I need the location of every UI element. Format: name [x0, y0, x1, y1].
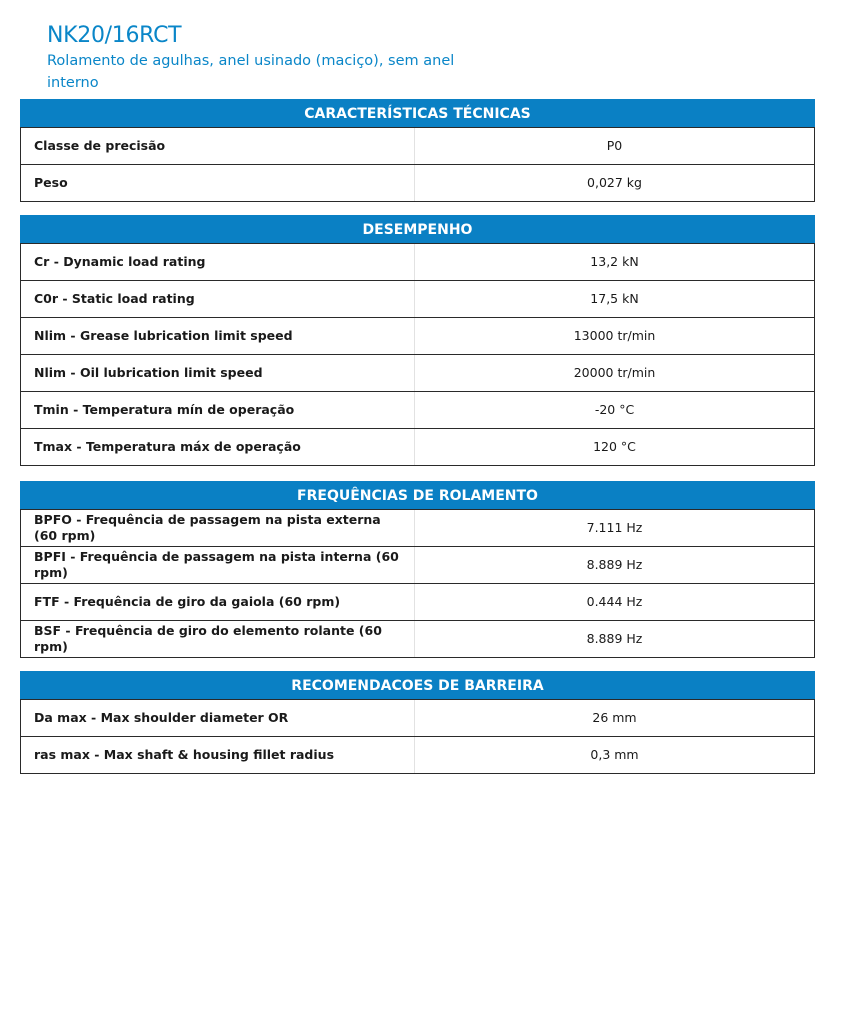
- row-label: Da max - Max shoulder diameter OR: [21, 700, 415, 737]
- row-value: 7.111 Hz: [415, 510, 815, 547]
- row-value: 0.444 Hz: [415, 584, 815, 621]
- section-title: RECOMENDACOES DE BARREIRA: [20, 671, 815, 699]
- row-value: 0,3 mm: [415, 737, 815, 774]
- table-row: [21, 392, 815, 429]
- row-label: BSF - Frequência de giro do elemento rolante (60 rpm): [21, 621, 415, 658]
- row-value: 26 mm: [415, 700, 815, 737]
- table-row: [21, 318, 815, 355]
- row-value: 17,5 kN: [415, 281, 815, 318]
- row-value: 8.889 Hz: [415, 621, 815, 658]
- section-title: FREQUÊNCIAS DE ROLAMENTO: [20, 481, 815, 509]
- table-row: [21, 355, 815, 392]
- section-recomendacoes-de-barreira: [20, 671, 815, 774]
- table-row: [21, 547, 815, 584]
- spec-table: [20, 699, 815, 774]
- section-title: DESEMPENHO: [20, 215, 815, 243]
- row-label: ras max - Max shaft & housing fillet radius: [21, 737, 415, 774]
- row-value: 20000 tr/min: [415, 355, 815, 392]
- table-row: [21, 510, 815, 547]
- row-value: 0,027 kg: [415, 165, 815, 202]
- spec-table: [20, 127, 815, 202]
- spec-table: [20, 509, 815, 658]
- table-row: [21, 621, 815, 658]
- row-label: BPFI - Frequência de passagem na pista interna (60 rpm): [21, 547, 415, 584]
- row-value: 120 °C: [415, 429, 815, 466]
- row-value: -20 °C: [415, 392, 815, 429]
- product-header: [47, 22, 487, 94]
- row-label: Peso: [21, 165, 415, 202]
- product-title: NK20/16RCT: [47, 23, 182, 48]
- section-caracteristicas-tecnicas: [20, 99, 815, 202]
- table-row: [21, 281, 815, 318]
- table-row: [21, 244, 815, 281]
- table-row: [21, 128, 815, 165]
- table-row: [21, 700, 815, 737]
- table-row: [21, 737, 815, 774]
- row-value: 13,2 kN: [415, 244, 815, 281]
- row-label: Classe de precisão: [21, 128, 415, 165]
- table-row: [21, 584, 815, 621]
- row-value: P0: [415, 128, 815, 165]
- row-label: Tmin - Temperatura mín de operação: [21, 392, 415, 429]
- row-value: 13000 tr/min: [415, 318, 815, 355]
- table-row: [21, 165, 815, 202]
- spec-table: [20, 243, 815, 466]
- row-label: FTF - Frequência de giro da gaiola (60 rpm): [21, 584, 415, 621]
- row-label: Cr - Dynamic load rating: [21, 244, 415, 281]
- row-label: Nlim - Grease lubrication limit speed: [21, 318, 415, 355]
- section-title: CARACTERÍSTICAS TÉCNICAS: [20, 99, 815, 127]
- row-label: Tmax - Temperatura máx de operação: [21, 429, 415, 466]
- product-subtitle: Rolamento de agulhas, anel usinado (maciço), sem anel interno: [47, 53, 455, 91]
- section-desempenho: [20, 215, 815, 466]
- section-frequencias-de-rolamento: [20, 481, 815, 658]
- row-value: 8.889 Hz: [415, 547, 815, 584]
- row-label: BPFO - Frequência de passagem na pista externa (60 rpm): [21, 510, 415, 547]
- table-row: [21, 429, 815, 466]
- row-label: C0r - Static load rating: [21, 281, 415, 318]
- row-label: Nlim - Oil lubrication limit speed: [21, 355, 415, 392]
